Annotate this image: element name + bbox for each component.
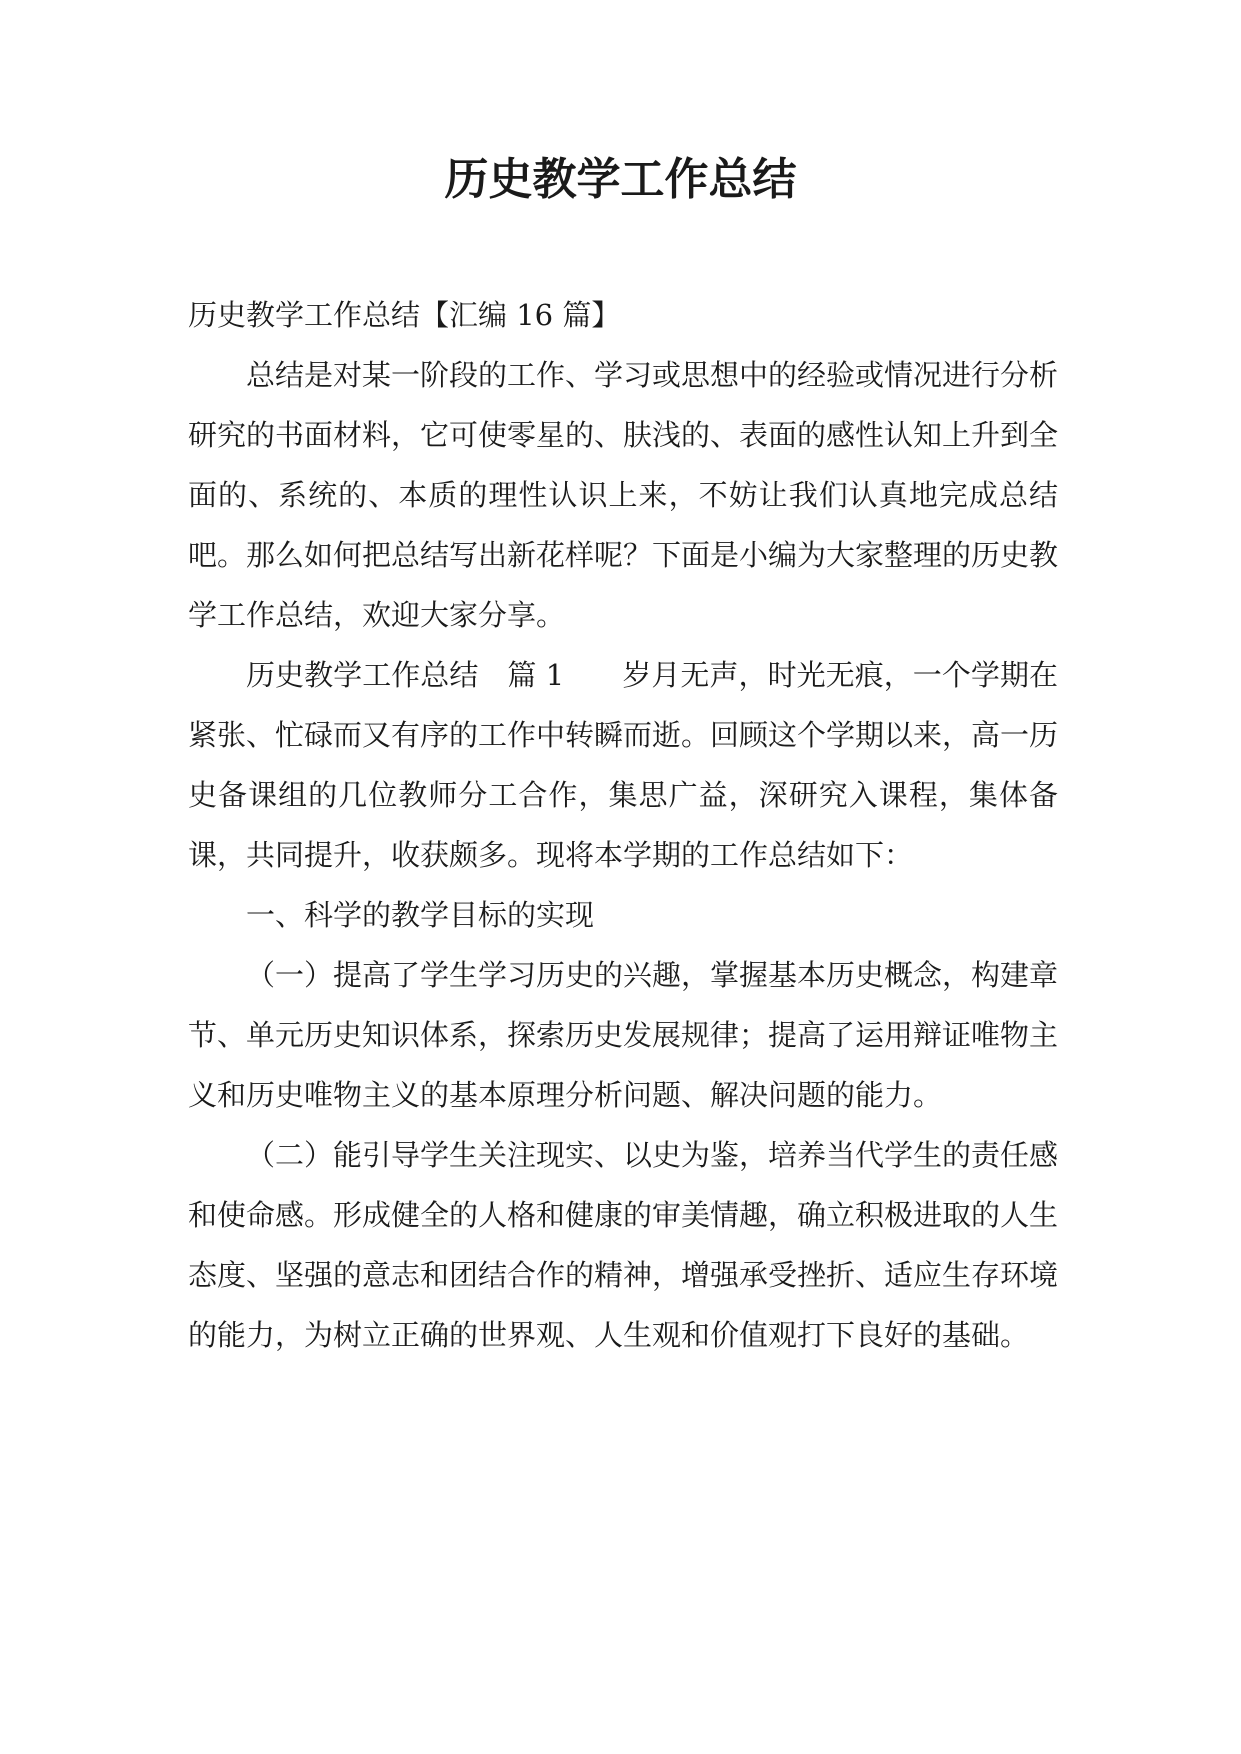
- document-subtitle: 历史教学工作总结【汇编 16 篇】: [188, 298, 621, 332]
- subsection-1-paragraph: （一）提高了学生学习历史的兴趣，掌握基本历史概念，构建章节、单元历史知识体系，探索历史发展规律；提高了运用辩证唯物主义和历史唯物主义的基本原理分析问题、解决问题的能力。: [188, 958, 1059, 1112]
- document-body: [188, 285, 1058, 1365]
- intro-paragraph: 总结是对某一阶段的工作、学习或思想中的经验或情况进行分析研究的书面材料，它可使零星的、肤浅的、表面的感性认知上升到全面的、系统的、本质的理性认识上来，不妨让我们认真地完成总结吧。那么如何把总结写出新花样呢？下面是小编为大家整理的历史教学工作总结，欢迎大家分享。: [188, 358, 1059, 632]
- article-1-opening-paragraph: 历史教学工作总结 篇 1 岁月无声，时光无痕，一个学期在紧张、忙碌而又有序的工作中转瞬而逝。回顾这个学期以来，高一历史备课组的几位教师分工合作，集思广益，深研究入课程，集体备课，共同提升，收获颇多。现将本学期的工作总结如下：: [188, 658, 1059, 872]
- subsection-2-paragraph: （二）能引导学生关注现实、以史为鉴，培养当代学生的责任感和使命感。形成健全的人格和健康的审美情趣，确立积极进取的人生态度、坚强的意志和团结合作的精神，增强承受挫折、适应生存环境的能力，为树立正确的世界观、人生观和价值观打下良好的基础。: [188, 1138, 1059, 1352]
- document-title: 历史教学工作总结: [444, 154, 797, 205]
- section-heading-1: 一、科学的教学目标的实现: [246, 898, 595, 932]
